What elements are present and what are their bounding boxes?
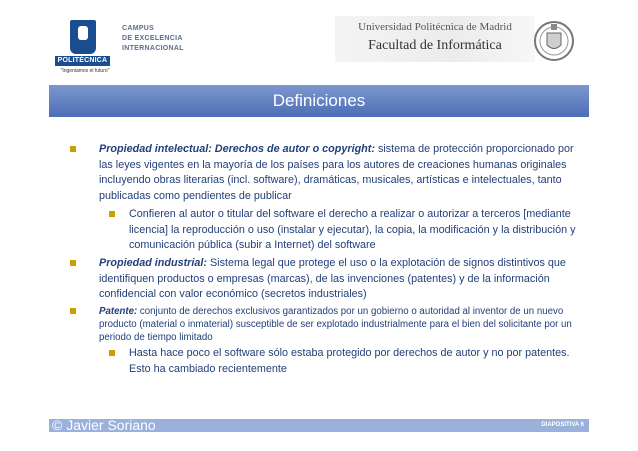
faculty-name: Facultad de Informática	[368, 38, 502, 53]
sub-bullet-item	[49, 207, 589, 254]
title-bar	[49, 85, 589, 117]
bullet-term: Patente:	[99, 306, 138, 318]
slide-number: DIAPOSITIVA 6	[541, 422, 584, 428]
bullet-text	[129, 346, 589, 377]
slide-title: Definiciones	[272, 91, 366, 110]
university-name: Universidad Politécnica de Madrid	[358, 21, 512, 33]
upm-logo-name: POLITÉCNICA	[55, 56, 110, 66]
bullet-body: sistema de protección proporcionado por las leyes vigentes en la mayoría de los países para los autores de creaciones humanas originales incluyendo obras literarias (incl. software), dramáticas, musicales, artísticas e intelectuales, tanto publicadas como pendientes de publicar	[99, 143, 574, 203]
faculty-seal-icon	[533, 18, 575, 64]
square-bullet-icon	[70, 308, 76, 314]
bullet-body: Hasta hace poco el software sólo estaba protegido por derechos de autor y no por patentes. Esto ha cambiado recientemente	[129, 347, 570, 376]
footer-author: © Javier Soriano	[52, 417, 156, 433]
upm-logo	[55, 20, 110, 78]
square-bullet-icon	[70, 260, 76, 266]
upm-emblem-icon	[70, 20, 96, 54]
bullet-term: Propiedad intelectual: Derechos de autor o copyright:	[99, 143, 375, 155]
bullet-item	[49, 305, 589, 344]
bullet-text	[129, 207, 589, 254]
bullet-text	[99, 142, 589, 205]
bullet-body: Confieren al autor o titular del software el derecho a realizar o autorizar a terceros [mediante licencia] la reproducción o uso (instalar y ejecutar), la copia, la modificación y la distribución y comunicación pública (subir a Internet) del software	[129, 207, 576, 252]
bullet-item	[49, 256, 589, 303]
campus-line: INTERNACIONAL	[122, 45, 184, 52]
bullet-text	[99, 305, 589, 344]
square-bullet-icon	[109, 211, 115, 217]
campus-line: DE EXCELENCIA	[122, 35, 183, 42]
bullet-body: Sistema legal que protege el uso o la explotación de signos distintivos que identifiquen productos o empresas (marcas), de las invenciones (patentes) y de la información confidencial con valor económico (secretos industriales)	[99, 256, 566, 301]
upm-logo-tagline: "Ingeniamos el futuro"	[60, 68, 110, 74]
square-bullet-icon	[109, 350, 115, 356]
bullet-item	[49, 142, 589, 205]
campus-line: CAMPUS	[122, 25, 155, 32]
square-bullet-icon	[70, 146, 76, 152]
bullet-term: Propiedad industrial:	[99, 256, 207, 269]
bullet-body: conjunto de derechos exclusivos garantizados por un gobierno o autoridad al inventor de un nuevo producto (material o inmaterial) susceptible de ser explotado industrialmente para el bien del solicitante por un periodo de tiempo limitado	[99, 306, 572, 344]
sub-bullet-item	[49, 346, 589, 377]
bullet-text	[99, 256, 589, 303]
slide-header	[0, 0, 638, 80]
slide-content	[49, 142, 589, 410]
campus-excelencia-label	[122, 24, 184, 54]
